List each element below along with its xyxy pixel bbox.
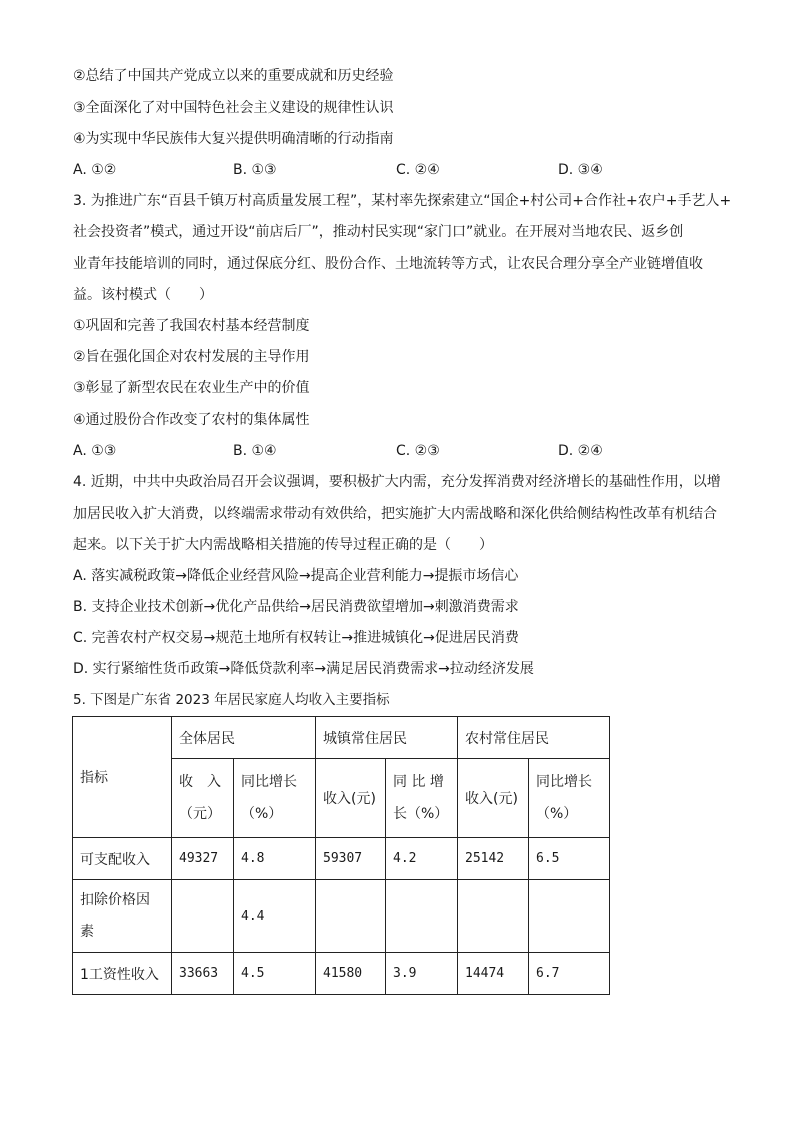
q3-option-d: D. ②④ <box>558 443 603 459</box>
sub-growth-all: 同比增长 （%） <box>234 759 316 838</box>
q3-stem-line-4: 益。该村模式（ ） <box>73 287 213 303</box>
income-table <box>72 716 610 995</box>
sub-income-urban: 收入(元) <box>316 759 386 838</box>
q3-stem-line-3: 业青年技能培训的同时，通过保底分红、股份合作、土地流转等方式，让农民合理分享全产业链增值收 <box>73 256 703 272</box>
table-cell: 33663 <box>172 953 234 995</box>
q3-statement-4: ④通过股份合作改变了农村的集体属性 <box>73 412 310 428</box>
table-cell: 4.2 <box>386 838 458 880</box>
index-header: 指标 <box>73 717 172 838</box>
q3-option-b: B. ①④ <box>233 443 277 459</box>
table-cell: 25142 <box>458 838 529 880</box>
group-rural-residents: 农村常住居民 <box>458 717 610 759</box>
table-cell <box>172 880 234 953</box>
table-row <box>73 880 610 953</box>
q2-statement-3: ③全面深化了对中国特色社会主义建设的规律性认识 <box>73 100 394 116</box>
sub-income-rural: 收入(元) <box>458 759 529 838</box>
table-cell <box>386 880 458 953</box>
q2-statement-4: ④为实现中华民族伟大复兴提供明确清晰的行动指南 <box>73 131 394 147</box>
table-cell: 4.4 <box>234 880 316 953</box>
group-urban-residents: 城镇常住居民 <box>316 717 458 759</box>
table-cell: 49327 <box>172 838 234 880</box>
q2-option-a: A. ①② <box>73 162 117 178</box>
q3-stem-line-2: 社会投资者”模式，通过开设“前店后厂”，推动村民实现“家门口”就业。在开展对当地农民、返乡创 <box>73 224 684 240</box>
table-cell: 3.9 <box>386 953 458 995</box>
table-row <box>73 953 610 995</box>
table-cell: 6.7 <box>529 953 610 995</box>
q4-option-c: C. 完善农村产权交易→规范土地所有权转让→推进城镇化→促进居民消费 <box>73 630 519 646</box>
sub-income-all: 收 入 （元） <box>172 759 234 838</box>
q2-statement-2: ②总结了中国共产党成立以来的重要成就和历史经验 <box>73 68 394 84</box>
table-cell: 4.8 <box>234 838 316 880</box>
sub-growth-urban: 同 比 增 长（%） <box>386 759 458 838</box>
sub-growth-rural: 同比增长 （%） <box>529 759 610 838</box>
q2-option-b: B. ①③ <box>233 162 277 178</box>
q3-statement-3: ③彰显了新型农民在农业生产中的价值 <box>73 380 310 396</box>
table-cell: 4.5 <box>234 953 316 995</box>
table-cell <box>316 880 386 953</box>
q2-option-d: D. ③④ <box>558 162 603 178</box>
table-cell: 6.5 <box>529 838 610 880</box>
q4-option-d: D. 实行紧缩性货币政策→降低贷款利率→满足居民消费需求→拉动经济发展 <box>73 661 534 677</box>
row-label: 扣除价格因 素 <box>73 880 172 953</box>
q2-option-c: C. ②④ <box>396 162 440 178</box>
q4-stem-line-1: 4. 近期，中共中央政治局召开会议强调，要积极扩大内需，充分发挥消费对经济增长的基础性作用，以增 <box>73 474 721 490</box>
q4-option-a: A. 落实减税政策→降低企业经营风险→提高企业营利能力→提振市场信心 <box>73 568 519 584</box>
row-label: 可支配收入 <box>73 838 172 880</box>
q5-intro: 5. 下图是广东省 2023 年居民家庭人均收入主要指标 <box>73 692 390 708</box>
q3-statement-2: ②旨在强化国企对农村发展的主导作用 <box>73 349 310 365</box>
table-cell: 14474 <box>458 953 529 995</box>
table-row <box>73 838 610 880</box>
q3-option-c: C. ②③ <box>396 443 440 459</box>
q3-stem-line-1: 3. 为推进广东“百县千镇万村高质量发展工程”，某村率先探索建立“国企+村公司+合作社+农户+手艺人+ <box>73 193 732 209</box>
table-cell: 59307 <box>316 838 386 880</box>
table-cell <box>529 880 610 953</box>
group-all-residents: 全体居民 <box>172 717 316 759</box>
table-cell <box>458 880 529 953</box>
q3-statement-1: ①巩固和完善了我国农村基本经营制度 <box>73 318 310 334</box>
q4-stem-line-3: 起来。以下关于扩大内需战略相关措施的传导过程正确的是（ ） <box>73 537 493 553</box>
q3-option-a: A. ①③ <box>73 443 117 459</box>
q4-option-b: B. 支持企业技术创新→优化产品供给→居民消费欲望增加→刺激消费需求 <box>73 599 519 615</box>
q4-stem-line-2: 加居民收入扩大消费，以终端需求带动有效供给，把实施扩大内需战略和深化供给侧结构性改革有机结合 <box>73 506 717 522</box>
table-cell: 41580 <box>316 953 386 995</box>
row-label: 1工资性收入 <box>73 953 172 995</box>
